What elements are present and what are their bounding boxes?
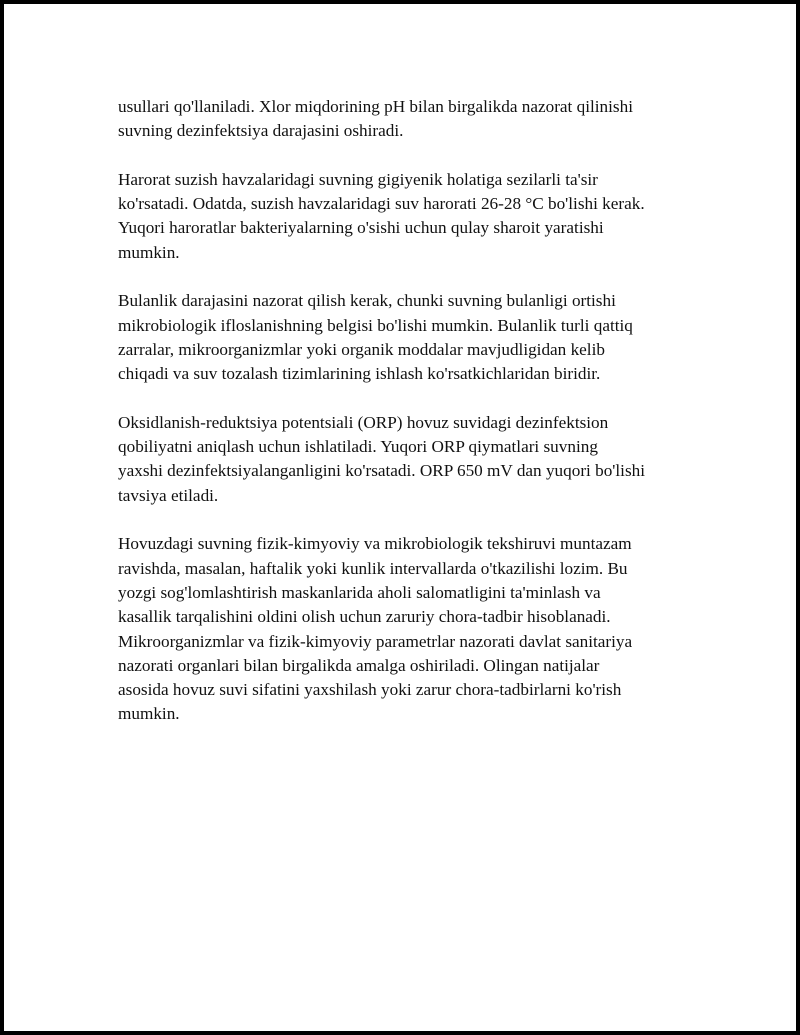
- text-line: kasallik tarqalishini oldini olish uchun zaruriy chora-tadbir hisoblanadi.: [118, 607, 611, 627]
- text-line: qobiliyatni aniqlash uchun ishlatiladi. Yuqori ORP qiymatlari suvning: [118, 437, 598, 457]
- paragraph-monitoring: [118, 532, 693, 726]
- text-line: chiqadi va suv tozalash tizimlarining ishlash ko'rsatkichlaridan biridir.: [118, 364, 601, 384]
- paragraph-orp: [118, 411, 693, 508]
- text-line: suvning dezinfektsiya darajasini oshiradi.: [118, 121, 404, 141]
- text-line: Oksidlanish-reduktsiya potentsiali (ORP) hovuz suvidagi dezinfektsion: [118, 412, 609, 432]
- text-line: zarralar, mikroorganizmlar yoki organik moddalar mavjudligidan kelib: [118, 339, 605, 359]
- paragraph-turbidity: [118, 289, 693, 386]
- text-line: nazorati organlari bilan birgalikda amalga oshiriladi. Olingan natijalar: [118, 655, 600, 675]
- paragraph-chlorine: [118, 95, 693, 144]
- text-line: Hovuzdagi suvning fizik-kimyoviy va mikrobiologik tekshiruvi muntazam: [118, 534, 632, 554]
- text-line: asosida hovuz suvi sifatini yaxshilash yoki zarur chora-tadbirlarni ko'rish: [118, 680, 622, 700]
- text-line: ravishda, masalan, haftalik yoki kunlik intervallarda o'tkazilishi lozim. Bu: [118, 558, 628, 578]
- text-line: mikrobiologik ifloslanishning belgisi bo'lishi mumkin. Bulanlik turli qattiq: [118, 315, 633, 335]
- text-line: usullari qo'llaniladi. Xlor miqdorining pH bilan birgalikda nazorat qilinishi: [118, 97, 633, 116]
- text-line: yozgi sog'lomlashtirish maskanlarida aholi salomatligini ta'minlash va: [118, 582, 601, 602]
- text-line: Yuqori haroratlar bakteriyalarning o'sishi uchun qulay sharoit yaratishi: [118, 218, 604, 238]
- text-line: Mikroorganizmlar va fizik-kimyoviy parametrlar nazorati davlat sanitariya: [118, 631, 633, 651]
- text-line: yaxshi dezinfektsiyalanganligini ko'rsatadi. ORP 650 mV dan yuqori bo'lishi: [118, 461, 646, 481]
- text-line: tavsiya etiladi.: [118, 485, 219, 505]
- paragraph-temperature: [118, 168, 693, 265]
- text-line: mumkin.: [118, 242, 180, 262]
- text-line: ko'rsatadi. Odatda, suzish havzalaridagi suv harorati 26-28 °C bo'lishi kerak.: [118, 194, 645, 214]
- text-line: mumkin.: [118, 704, 180, 724]
- document-body: [118, 95, 693, 751]
- text-line: Harorat suzish havzalaridagi suvning gigiyenik holatiga sezilarli ta'sir: [118, 169, 598, 189]
- text-line: Bulanlik darajasini nazorat qilish kerak, chunki suvning bulanligi ortishi: [118, 291, 616, 311]
